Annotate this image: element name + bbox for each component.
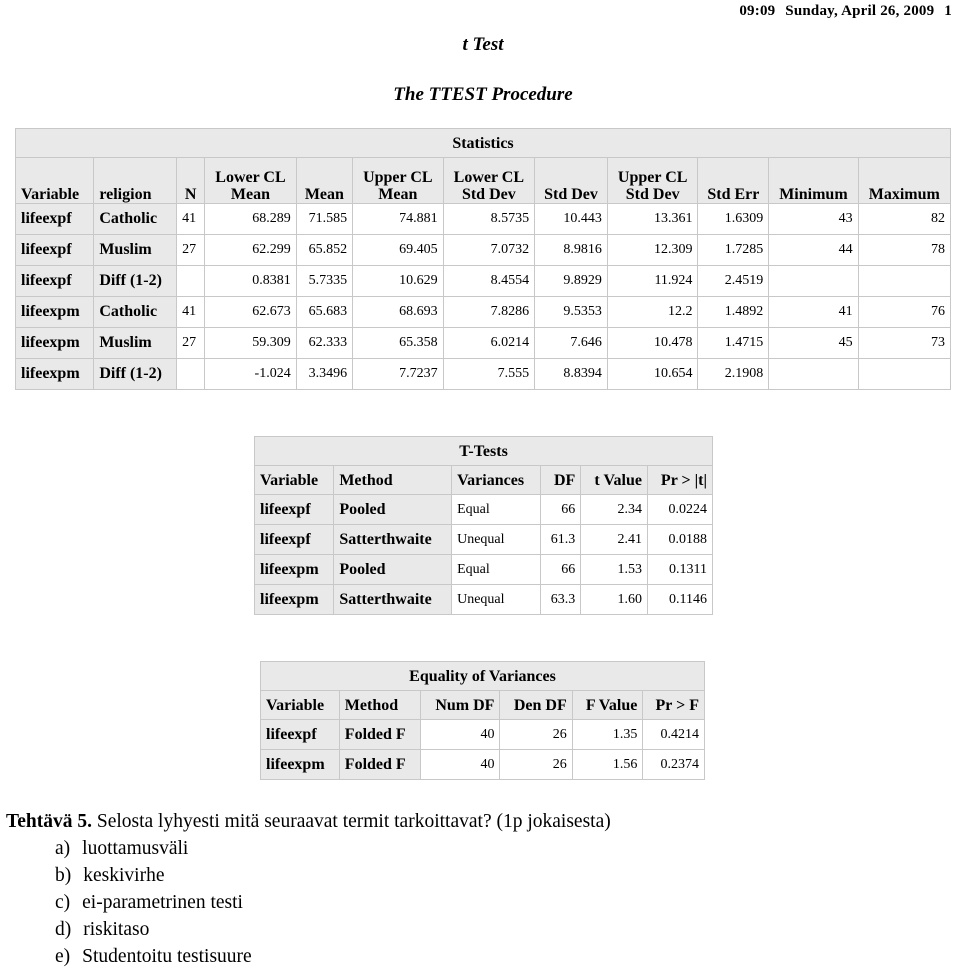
ttests-cell: Unequal — [452, 525, 541, 555]
statistics-cell: 1.6309 — [698, 204, 769, 235]
statistics-cell: 3.3496 — [296, 359, 352, 390]
statistics-cell — [858, 266, 950, 297]
statistics-column-header — [94, 158, 177, 204]
statistics-cell: 10.629 — [353, 266, 444, 297]
statistics-row — [16, 204, 951, 235]
statistics-cell: Diff (1-2) — [94, 266, 177, 297]
statistics-cell: 10.654 — [607, 359, 698, 390]
equality-column-header: Pr > F — [643, 691, 705, 720]
statistics-cell: 0.8381 — [205, 266, 297, 297]
ttests-cell: Unequal — [452, 585, 541, 615]
statistics-cell — [858, 359, 950, 390]
statistics-column-header — [443, 158, 535, 204]
statistics-column-header — [858, 158, 950, 204]
statistics-table — [15, 128, 951, 390]
statistics-cell: Muslim — [94, 235, 177, 266]
task-heading — [6, 808, 611, 835]
statistics-cell: 69.405 — [353, 235, 444, 266]
statistics-cell: Catholic — [94, 204, 177, 235]
statistics-cell: 62.673 — [205, 297, 297, 328]
ttests-table — [254, 436, 713, 615]
column-header-line2: Std Dev — [625, 186, 680, 203]
statistics-cell: 43 — [769, 204, 858, 235]
statistics-cell: 1.4892 — [698, 297, 769, 328]
statistics-row — [16, 266, 951, 297]
task-item — [55, 889, 611, 916]
task-item-key: a) — [55, 838, 71, 859]
statistics-cell: 45 — [769, 328, 858, 359]
ttests-column-header: t Value — [581, 466, 648, 495]
column-header-line1: Upper CL — [363, 169, 433, 186]
statistics-cell — [177, 266, 205, 297]
statistics-cell: 27 — [177, 328, 205, 359]
statistics-column-header — [607, 158, 698, 204]
statistics-caption: Statistics — [16, 129, 951, 158]
statistics-cell: 62.299 — [205, 235, 297, 266]
equality-column-header: Den DF — [500, 691, 572, 720]
ttests-cell: 66 — [540, 555, 580, 585]
ttests-cell: 66 — [540, 495, 580, 525]
statistics-cell: Diff (1-2) — [94, 359, 177, 390]
page-header — [733, 3, 952, 20]
statistics-cell: 10.443 — [535, 204, 608, 235]
statistics-cell: Muslim — [94, 328, 177, 359]
statistics-column-header — [16, 158, 94, 204]
statistics-cell: 12.2 — [607, 297, 698, 328]
column-header-line2: Variable — [21, 186, 80, 203]
statistics-cell: 68.693 — [353, 297, 444, 328]
statistics-cell: lifeexpm — [16, 328, 94, 359]
statistics-cell: 27 — [177, 235, 205, 266]
ttests-row — [255, 525, 713, 555]
column-header-line2: Mean — [378, 186, 418, 203]
statistics-cell: Catholic — [94, 297, 177, 328]
statistics-cell: 41 — [177, 297, 205, 328]
ttests-column-header: Variable — [255, 466, 334, 495]
statistics-row — [16, 297, 951, 328]
task-item-text: keskivirhe — [83, 865, 165, 886]
header-time: 09:09 — [739, 3, 776, 19]
equality-caption: Equality of Variances — [261, 662, 705, 691]
column-header-line1: Lower CL — [215, 169, 286, 186]
ttests-column-header: Pr > |t| — [647, 466, 712, 495]
statistics-cell: 7.0732 — [443, 235, 535, 266]
column-header-line2: N — [184, 186, 197, 203]
statistics-row — [16, 235, 951, 266]
statistics-cell: 62.333 — [296, 328, 352, 359]
equality-column-header: Method — [339, 691, 420, 720]
statistics-cell: lifeexpm — [16, 359, 94, 390]
column-header-line2: religion — [99, 186, 152, 203]
ttests-cell: 2.34 — [581, 495, 648, 525]
ttests-column-header: DF — [540, 466, 580, 495]
task-item-key: e) — [55, 946, 71, 967]
statistics-cell: 9.8929 — [535, 266, 608, 297]
statistics-column-header — [296, 158, 352, 204]
equality-column-header: Num DF — [421, 691, 500, 720]
ttests-cell: 0.0224 — [647, 495, 712, 525]
statistics-cell: 8.8394 — [535, 359, 608, 390]
statistics-cell: 78 — [858, 235, 950, 266]
ttests-cell: Pooled — [334, 555, 452, 585]
ttests-cell: 0.1146 — [647, 585, 712, 615]
statistics-cell: 9.5353 — [535, 297, 608, 328]
statistics-cell: 7.555 — [443, 359, 535, 390]
equality-cell: 1.56 — [572, 750, 643, 780]
equality-cell: 40 — [421, 750, 500, 780]
equality-of-variances-table — [260, 661, 705, 780]
column-header-line2: Std Err — [707, 186, 760, 203]
statistics-cell: 5.7335 — [296, 266, 352, 297]
ttests-cell: lifeexpf — [255, 495, 334, 525]
statistics-cell: 41 — [177, 204, 205, 235]
equality-cell: 0.4214 — [643, 720, 705, 750]
ttests-cell: 1.53 — [581, 555, 648, 585]
ttests-cell: Pooled — [334, 495, 452, 525]
column-header-line2: Minimum — [779, 186, 848, 203]
statistics-cell: 6.0214 — [443, 328, 535, 359]
statistics-row — [16, 328, 951, 359]
statistics-cell: 44 — [769, 235, 858, 266]
task-item-text: riskitaso — [83, 919, 150, 940]
statistics-cell: lifeexpf — [16, 204, 94, 235]
equality-column-header: Variable — [261, 691, 340, 720]
task-item-key: d) — [55, 919, 72, 940]
header-date: Sunday, April 26, 2009 — [785, 3, 935, 19]
statistics-column-header — [698, 158, 769, 204]
statistics-cell: 82 — [858, 204, 950, 235]
ttests-row — [255, 555, 713, 585]
statistics-row — [16, 359, 951, 390]
statistics-cell: 11.924 — [607, 266, 698, 297]
task-item — [55, 943, 611, 970]
statistics-cell: -1.024 — [205, 359, 297, 390]
statistics-cell: lifeexpf — [16, 235, 94, 266]
statistics-cell: 1.4715 — [698, 328, 769, 359]
ttests-caption: T-Tests — [255, 437, 713, 466]
statistics-column-header — [535, 158, 608, 204]
equality-cell: 40 — [421, 720, 500, 750]
equality-cell: 0.2374 — [643, 750, 705, 780]
header-page-number: 1 — [944, 3, 952, 19]
column-header-line2: Std Dev — [544, 186, 598, 203]
ttests-cell: 1.60 — [581, 585, 648, 615]
ttests-cell: Equal — [452, 555, 541, 585]
statistics-cell: 76 — [858, 297, 950, 328]
statistics-cell: 74.881 — [353, 204, 444, 235]
statistics-cell: 65.358 — [353, 328, 444, 359]
statistics-cell: 7.7237 — [353, 359, 444, 390]
column-header-line2: Mean — [304, 186, 344, 203]
ttests-cell: 61.3 — [540, 525, 580, 555]
task-item — [55, 862, 611, 889]
task-item-text: luottamusväli — [82, 838, 189, 859]
statistics-cell: 8.5735 — [443, 204, 535, 235]
equality-cell: Folded F — [339, 720, 420, 750]
column-header-line1: Upper CL — [617, 169, 688, 186]
task-items-list — [6, 835, 611, 970]
task-label: Tehtävä 5. — [6, 811, 92, 832]
statistics-cell: 2.4519 — [698, 266, 769, 297]
ttests-cell: lifeexpf — [255, 525, 334, 555]
procedure-title: The TTEST Procedure — [393, 84, 573, 105]
output-title: t Test — [462, 34, 504, 55]
statistics-cell: 1.7285 — [698, 235, 769, 266]
equality-column-header: F Value — [572, 691, 643, 720]
equality-cell: Folded F — [339, 750, 420, 780]
statistics-cell — [769, 266, 858, 297]
ttests-column-header: Variances — [452, 466, 541, 495]
statistics-cell — [177, 359, 205, 390]
column-header-line1: Lower CL — [453, 169, 525, 186]
statistics-cell: 2.1908 — [698, 359, 769, 390]
statistics-column-header — [205, 158, 297, 204]
ttests-cell: 0.1311 — [647, 555, 712, 585]
ttests-column-header: Method — [334, 466, 452, 495]
column-header-line2: Maximum — [868, 186, 940, 203]
statistics-cell: 65.852 — [296, 235, 352, 266]
task-question: Selosta lyhyesti mitä seuraavat termit tarkoittavat? (1p jokaisesta) — [96, 811, 611, 832]
ttests-row — [255, 495, 713, 525]
statistics-cell: 7.8286 — [443, 297, 535, 328]
statistics-cell: lifeexpm — [16, 297, 94, 328]
statistics-cell: 73 — [858, 328, 950, 359]
task-item-key: b) — [55, 865, 72, 886]
equality-cell: 1.35 — [572, 720, 643, 750]
task-item — [55, 835, 611, 862]
statistics-column-header — [353, 158, 444, 204]
statistics-cell: 12.309 — [607, 235, 698, 266]
column-header-line2: Std Dev — [461, 186, 516, 203]
statistics-column-header — [177, 158, 205, 204]
statistics-cell: 10.478 — [607, 328, 698, 359]
statistics-cell: 13.361 — [607, 204, 698, 235]
equality-row — [261, 750, 705, 780]
task-section — [6, 808, 611, 970]
ttests-row — [255, 585, 713, 615]
ttests-cell: Equal — [452, 495, 541, 525]
task-item — [55, 916, 611, 943]
statistics-cell: 7.646 — [535, 328, 608, 359]
ttests-cell: Satterthwaite — [334, 585, 452, 615]
statistics-cell: 8.4554 — [443, 266, 535, 297]
ttests-cell: lifeexpm — [255, 585, 334, 615]
equality-cell: 26 — [500, 720, 572, 750]
statistics-cell: 59.309 — [205, 328, 297, 359]
equality-cell: lifeexpf — [261, 720, 340, 750]
statistics-cell: 8.9816 — [535, 235, 608, 266]
ttests-cell: lifeexpm — [255, 555, 334, 585]
ttests-cell: 63.3 — [540, 585, 580, 615]
equality-cell: 26 — [500, 750, 572, 780]
task-item-text: ei-parametrinen testi — [82, 892, 243, 913]
column-header-line2: Mean — [230, 186, 271, 203]
statistics-cell: 65.683 — [296, 297, 352, 328]
task-item-text: Studentoitu testisuure — [82, 946, 252, 967]
equality-row — [261, 720, 705, 750]
task-item-key: c) — [55, 892, 71, 913]
statistics-cell — [769, 359, 858, 390]
ttests-cell: 0.0188 — [647, 525, 712, 555]
ttests-cell: 2.41 — [581, 525, 648, 555]
statistics-cell: 71.585 — [296, 204, 352, 235]
statistics-cell: 41 — [769, 297, 858, 328]
statistics-cell: 68.289 — [205, 204, 297, 235]
statistics-cell: lifeexpf — [16, 266, 94, 297]
statistics-column-header — [769, 158, 858, 204]
equality-cell: lifeexpm — [261, 750, 340, 780]
ttests-cell: Satterthwaite — [334, 525, 452, 555]
